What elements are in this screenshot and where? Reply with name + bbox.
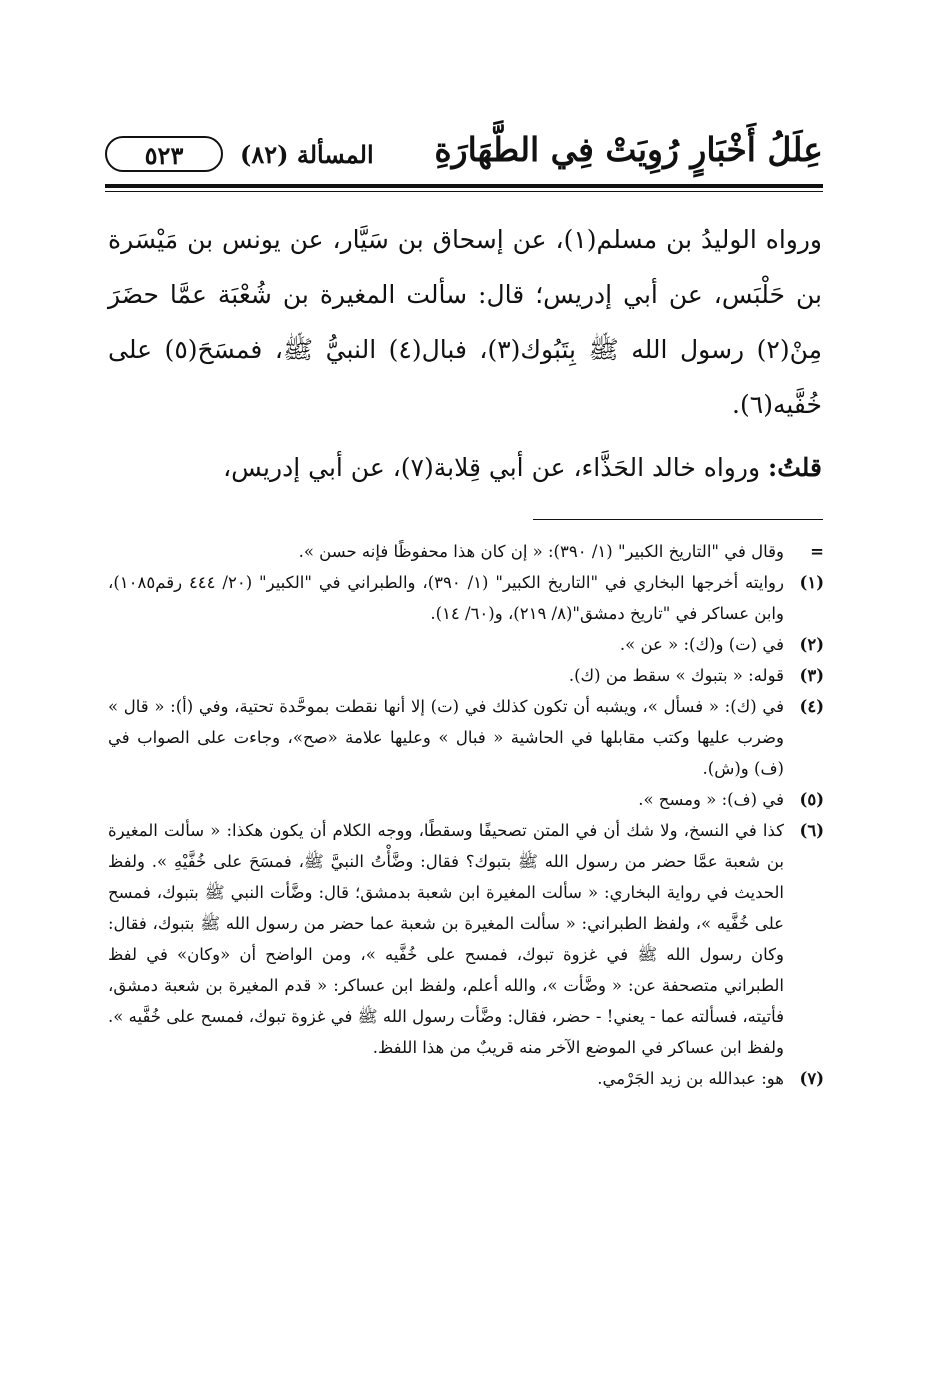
footnote-separator xyxy=(533,519,823,520)
footnote-text: هو: عبدالله بن زيد الجَرْمي. xyxy=(597,1069,784,1088)
paragraph-body: ورواه الوليدُ بن مسلم(١)، عن إسحاق بن سَيَّار، عن يونس بن مَيْسَرة بن حَلْبَس، عن أبي إدريس؛ قال: سألت المغيرة بن شُعْبَة عمَّا حضَرَ مِنْ(٢) رسول الله ﷺ بِتَبُوك(٣)، فبال(٤) النبيُّ ﷺ، فمسَحَ(٥) على خُفَّيه(٦). xyxy=(108,225,822,419)
footnote-text: في (ك): « فسأل »، ويشبه أن تكون كذلك في (ت) إلا أنها نقطت بموحَّدة تحتية، وفي (أ): « قال » وضرب عليها وكتب مقابلها في الحاشية « فبال » وعليها علامة «صح»، وجاءت على الصواب في (ف) و(ش). xyxy=(108,697,784,778)
footnote-text: قوله: « بتبوك » سقط من (ك). xyxy=(568,666,784,685)
footnote-mark: (٣) xyxy=(799,666,824,685)
header-rule-thick xyxy=(105,184,823,188)
issue-label: المسألة (٨٢) xyxy=(240,140,374,169)
footnote xyxy=(108,629,824,660)
footnote xyxy=(108,815,824,1063)
main-paragraph xyxy=(108,212,822,432)
page-number: ٥٢٣ xyxy=(105,136,223,172)
footnote-text: في (ت) و(ك): « عن ». xyxy=(619,635,784,654)
footnote-text: كذا في النسخ، ولا شك أن في المتن تصحيفًا وسقطًا، ووجه الكلام أن يكون هكذا: « سألت المغيرة بن شعبة عمَّا حضر من رسول الله ﷺ بتبوك؟ فقال: وضَّأْتُ النبيَّ ﷺ، فمسَحَ على خُفَّيْهِ ». ولفظ الحديث في رواية البخاري: « سألت المغيرة ابن شعبة بدمشق؛ قال: وضَّأت النبي ﷺ بتبوك، فمسح على خُفَّيه »، ولفظ الطبراني: « سألت المغيرة بن شعبة عما حضر من رسول الله ﷺ بتبوك، فقال: وكان رسول الله ﷺ في غزوة تبوك، فمسح على خُفَّيه »، ومن الواضح أن «وكان» في لفظ الطبراني متصحفة عن: « وضَّأت »، والله أعلم، ولفظ ابن عساكر: « قدم المغيرة بن شعبة دمشق، فأتيته، فسألته عما - يعني! - حضر، فقال: وضَّأت رسول الله ﷺ في غزوة تبوك، فمسح على خُفَّيه ». ولفظ ابن عساكر في الموضع الآخر منه قريبٌ من هذا اللفظ. xyxy=(108,821,784,1057)
footnote xyxy=(108,567,824,629)
footnotes xyxy=(108,536,824,1094)
footnote-mark: (٦) xyxy=(799,821,824,840)
footnote-text: في (ف): « ومسح ». xyxy=(638,790,784,809)
header-rule-thin xyxy=(105,191,823,192)
paragraph-body: ورواه خالد الحَذَّاء، عن أبي قِلابة(٧)، عن أبي إدريس، xyxy=(223,453,768,482)
footnote-mark: (٥) xyxy=(799,790,824,809)
footnote-text: وقال في "التاريخ الكبير" (١/ ٣٩٠): « إن كان هذا محفوظًا فإنه حسن ». xyxy=(298,542,784,561)
footnote-mark: (٧) xyxy=(799,1069,824,1088)
paragraph-lead: قلتُ: xyxy=(767,453,822,482)
footnote-mark: (٢) xyxy=(799,635,824,654)
footnote xyxy=(108,660,824,691)
main-text xyxy=(108,212,822,495)
footnote xyxy=(108,1063,824,1094)
page-header xyxy=(105,128,823,182)
footnote-mark: = xyxy=(810,542,824,561)
footnote xyxy=(108,784,824,815)
footnote xyxy=(108,691,824,784)
footnote xyxy=(108,536,824,567)
footnote-mark: (١) xyxy=(799,573,824,592)
book-title: عِلَلُ أَخْبَارٍ رُوِيَتْ فِي الطَّهَارَةِ xyxy=(434,130,823,169)
footnote-mark: (٤) xyxy=(799,697,824,716)
main-paragraph xyxy=(108,440,822,495)
footnote-text: روايته أخرجها البخاري في "التاريخ الكبير" (١/ ٣٩٠)، والطبراني في "الكبير" (٢٠/ ٤٤٤ رقم١٠٨٥)، وابن عساكر في "تاريخ دمشق"(٨/ ٢١٩)، و(٦٠/ ١٤). xyxy=(108,573,784,623)
